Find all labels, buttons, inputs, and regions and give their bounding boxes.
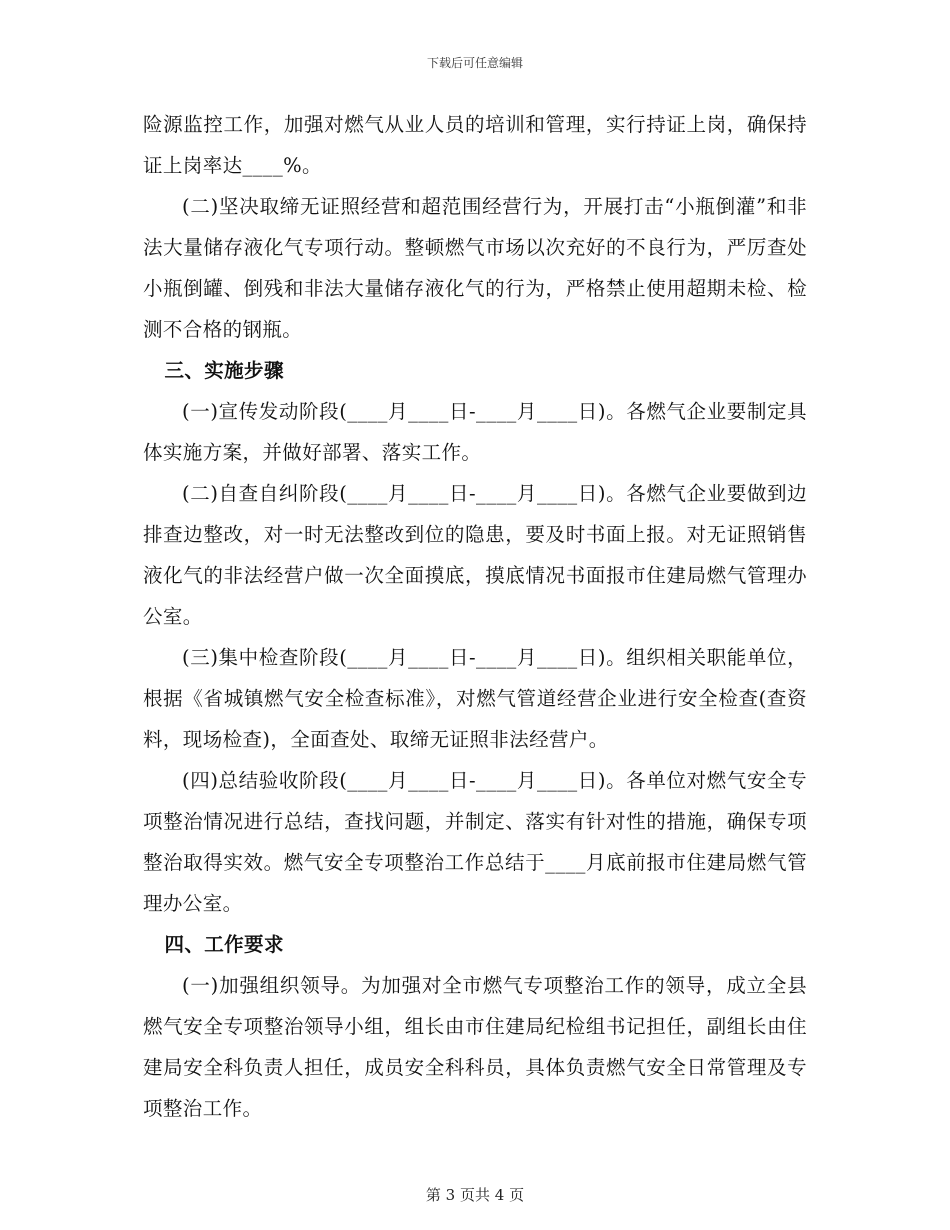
section-heading-work-requirements: 四、工作要求 bbox=[164, 933, 284, 956]
paragraph-ban-unlicensed: (二)坚决取缔无证照经营和超范围经营行为，开展打击“小瓶倒灌”和非法大量储存液化气专项行动。整顿燃气市场以次充好的不良行为，严厉查处小瓶倒罐、倒残和非法大量储存液化气的行为，严格禁止使用超期未检、检测不合格的钢瓶。 bbox=[143, 195, 807, 341]
document-body bbox=[143, 104, 807, 1129]
page-header: 下载后可任意编辑 bbox=[426, 56, 523, 70]
page-footer: 第 3 页共 4 页 bbox=[425, 1186, 525, 1204]
paragraph-step-publicity: (一)宣传发动阶段(____月____日-____月____日)。各燃气企业要制定具体实施方案，并做好部署、落实工作。 bbox=[143, 400, 807, 464]
paragraph-step-centralized-inspection: (三)集中检查阶段(____月____日-____月____日)。组织相关职能单位，根据《省城镇燃气安全检查标准》，对燃气管道经营企业进行安全检查(查资料，现场检查)，全面查处、取缔无证照非法经营户。 bbox=[143, 646, 807, 751]
paragraph-continued: 险源监控工作，加强对燃气从业人员的培训和管理，实行持证上岗，确保持证上岗率达____%。 bbox=[143, 113, 807, 177]
section-heading-implementation-steps: 三、实施步骤 bbox=[164, 359, 284, 382]
paragraph-step-summary-acceptance: (四)总结验收阶段(____月____日-____月____日)。各单位对燃气安全专项整治情况进行总结，查找问题，并制定、落实有针对性的措施，确保专项整治取得实效。燃气安全专项整治工作总结于____月底前报市住建局燃气管理办公室。 bbox=[143, 769, 807, 915]
paragraph-strengthen-leadership: (一)加强组织领导。为加强对全市燃气专项整治工作的领导，成立全县燃气安全专项整治领导小组，组长由市住建局纪检组书记担任，副组长由住建局安全科负责人担任，成员安全科科员，具体负责燃气安全日常管理及专项整治工作。 bbox=[143, 974, 807, 1120]
paragraph-step-self-inspection: (二)自查自纠阶段(____月____日-____月____日)。各燃气企业要做到边排查边整改，对一时无法整改到位的隐患，要及时书面上报。对无证照销售液化气的非法经营户做一次全面摸底，摸底情况书面报市住建局燃气管理办公室。 bbox=[143, 482, 807, 628]
